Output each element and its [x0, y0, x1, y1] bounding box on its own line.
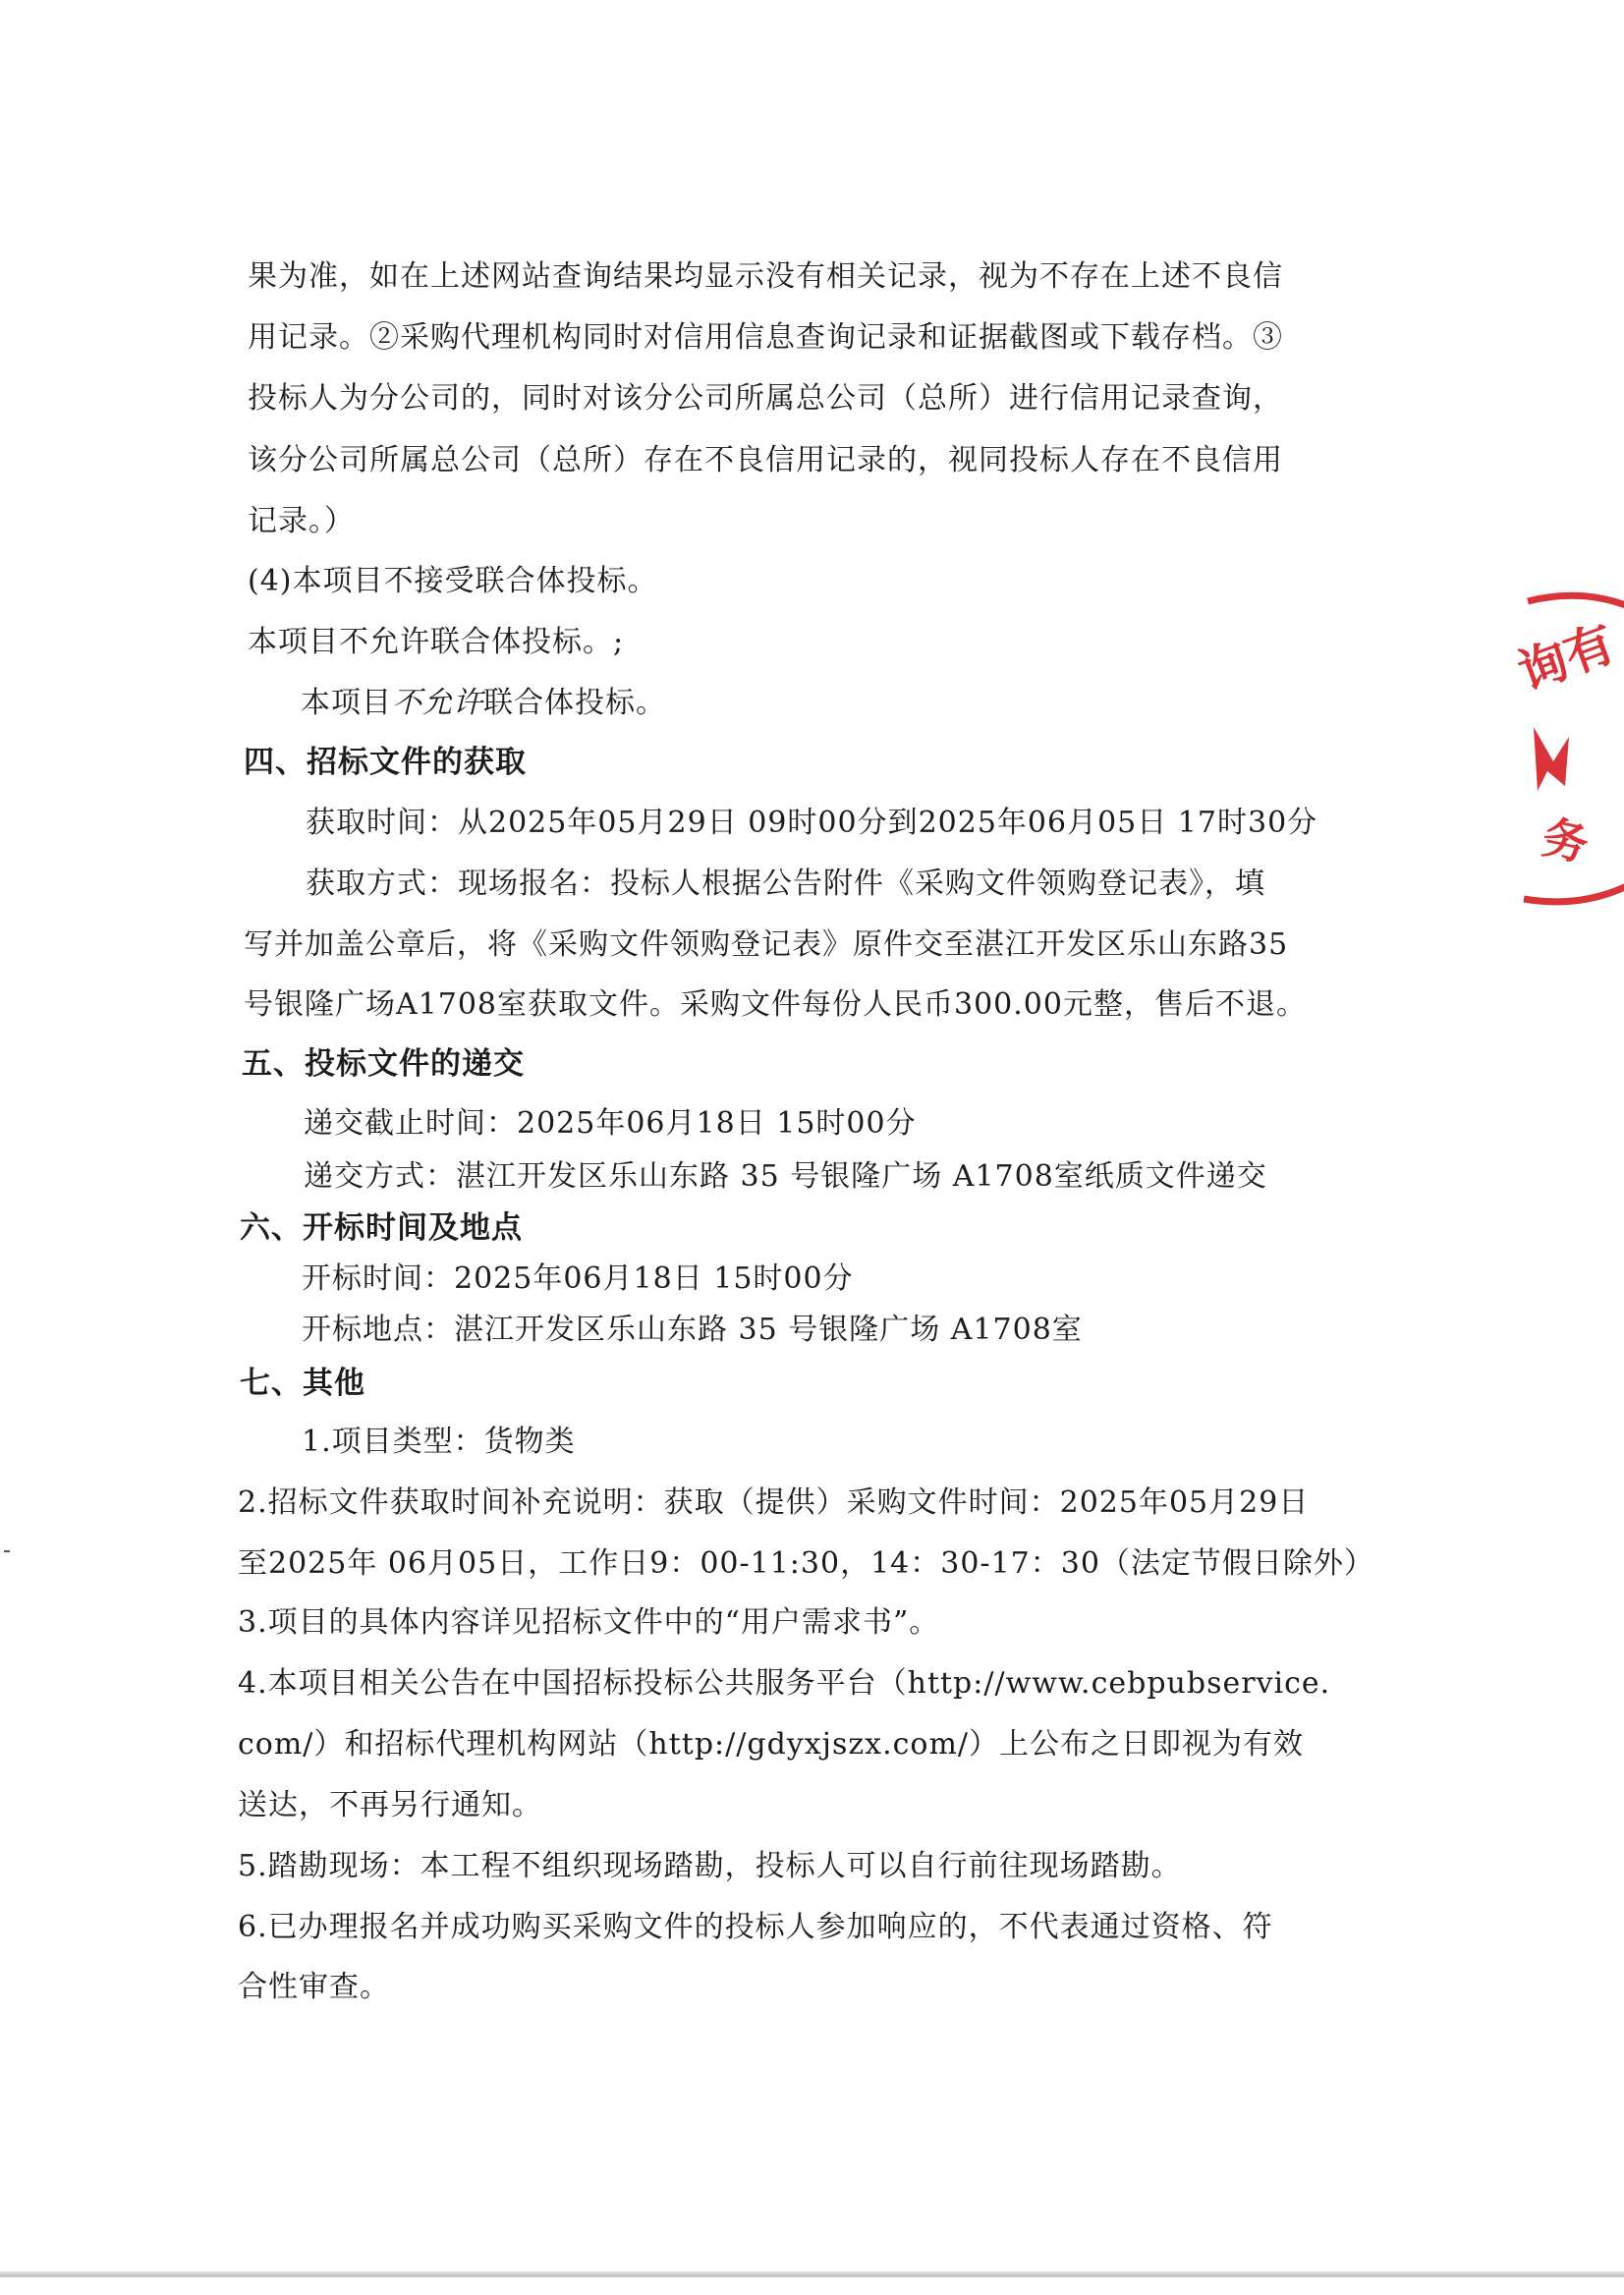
submission-deadline: 递交截止时间：2025年06月18日 15时00分 — [304, 1106, 917, 1141]
opening-place: 开标地点：湛江开发区乐山东路 35 号银隆广场 A1708室 — [302, 1313, 1083, 1347]
body-line — [301, 684, 666, 723]
text-segment: 联合体投标。 — [483, 686, 666, 720]
seal-text-bottom: 务 — [1538, 810, 1594, 872]
italic-text-segment: 不允许 — [392, 686, 483, 720]
other-item: 3.项目的具体内容详见招标文件中的“用户需求书”。 — [238, 1605, 940, 1640]
other-item: 6.已办理报名并成功购买采购文件的投标人参加响应的，不代表通过资格、符 — [238, 1910, 1273, 1944]
acquisition-method-line: 号银隆广场A1708室获取文件。采购文件每份人民币300.00元整，售后不退。 — [244, 987, 1307, 1022]
body-line: 投标人为分公司的，同时对该分公司所属总公司（总所）进行信用记录查询， — [248, 381, 1283, 416]
text-segment: 本项目 — [301, 686, 392, 720]
body-line: 本项目不允许联合体投标。; — [248, 625, 625, 659]
body-line: (4)本项目不接受联合体投标。 — [248, 564, 658, 598]
acquisition-time: 获取时间：从2025年05月29日 09时00分到2025年06月05日 17时30分 — [306, 806, 1318, 840]
other-item: 4.本项目相关公告在中国招标投标公共服务平台（http://www.cebpubservice. — [238, 1666, 1331, 1701]
other-item: 2.招标文件获取时间补充说明：获取（提供）采购文件时间：2025年05月29日 — [238, 1485, 1310, 1520]
other-item: 至2025年 06月05日，工作日9：00-11:30，14：30-17：30（法定节假日除外） — [238, 1546, 1374, 1581]
seal-text-top: 询有 — [1510, 614, 1623, 702]
section-heading-4: 四、招标文件的获取 — [244, 745, 527, 780]
other-item: 送达，不再另行通知。 — [238, 1788, 542, 1822]
other-item: com/）和招标代理机构网站（http://gdyxjszx.com/）上公布之日即视为有效 — [238, 1727, 1305, 1762]
other-item: 合性审查。 — [238, 1970, 390, 2004]
section-heading-7: 七、其他 — [240, 1366, 365, 1401]
opening-time: 开标时间：2025年06月18日 15时00分 — [302, 1261, 854, 1296]
acquisition-method-line: 获取方式：现场报名：投标人根据公告附件《采购文件领购登记表》，填 — [306, 867, 1265, 901]
submission-method: 递交方式：湛江开发区乐山东路 35 号银隆广场 A1708室纸质文件递交 — [304, 1159, 1267, 1194]
other-item: 1.项目类型：货物类 — [302, 1425, 576, 1459]
body-line: 该分公司所属总公司（总所）存在不良信用记录的，视同投标人存在不良信用 — [248, 443, 1283, 477]
body-line: 果为准，如在上述网站查询结果均显示没有相关记录，视为不存在上述不良信 — [248, 259, 1283, 294]
scan-bottom-edge — [0, 2271, 1624, 2277]
scan-speck — [4, 1550, 10, 1552]
body-line: 记录。） — [248, 504, 355, 538]
other-item: 5.踏勘现场：本工程不组织现场踏勘，投标人可以自行前往现场踏勘。 — [238, 1849, 1182, 1883]
section-heading-5: 五、投标文件的递交 — [242, 1046, 525, 1082]
body-line: 用记录。②采购代理机构同时对信用信息查询记录和证据截图或下载存档。③ — [248, 320, 1283, 355]
section-heading-6: 六、开标时间及地点 — [240, 1210, 523, 1246]
official-seal — [1508, 589, 1624, 914]
acquisition-method-line: 写并加盖公章后，将《采购文件领购登记表》原件交至湛江开发区乐山东路35 — [244, 927, 1289, 962]
